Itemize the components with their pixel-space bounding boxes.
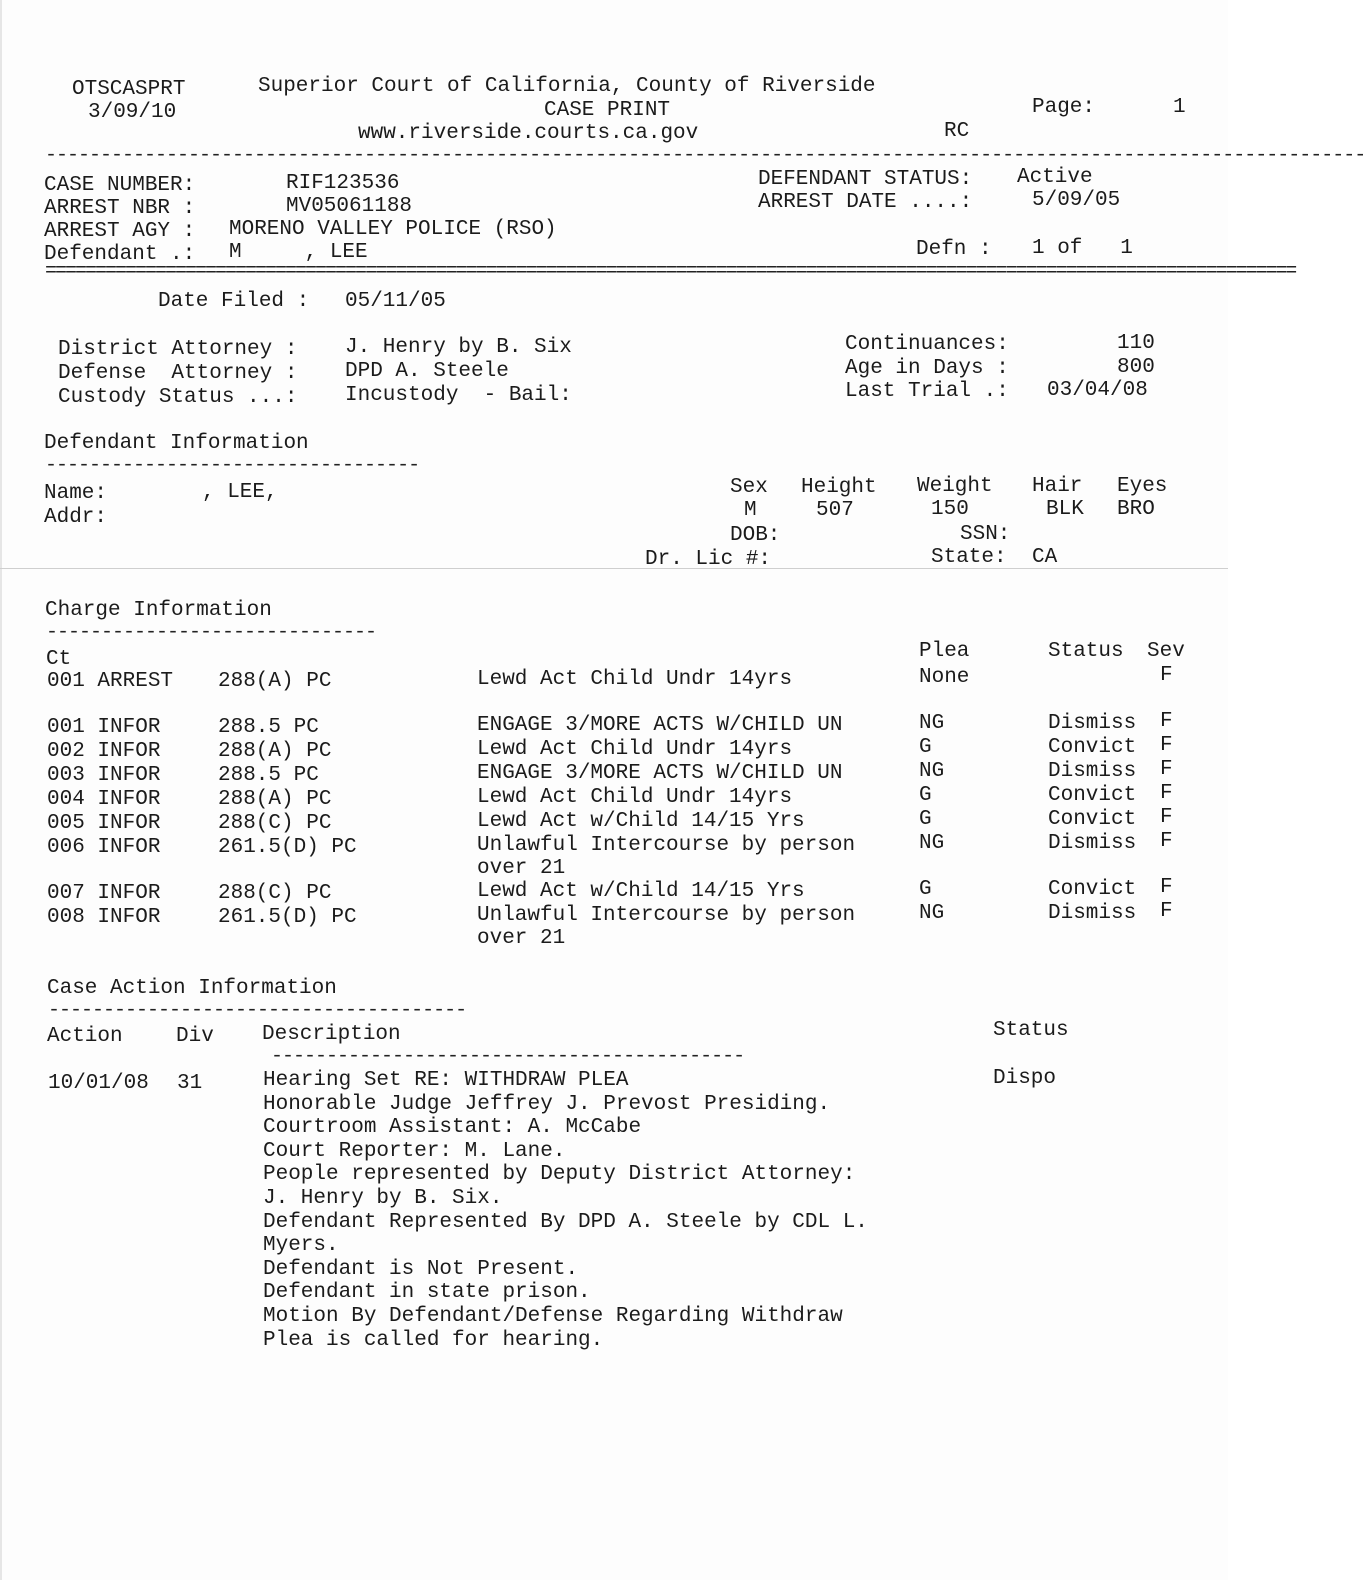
scan-edge [0, 0, 2, 1580]
charge-count: 002 INFOR [47, 740, 161, 763]
age-in-days: 800 [1117, 356, 1155, 379]
case-number: RIF123536 [286, 172, 400, 195]
charge-code: 288(A) PC [218, 740, 332, 763]
charge-status: Dismiss [1048, 832, 1137, 855]
print-date: 3/09/10 [88, 101, 177, 124]
case-number-label: CASE NUMBER: [44, 174, 196, 197]
charge-count: 006 INFOR [47, 836, 161, 859]
hair: BLK [1046, 498, 1084, 521]
district-attorney-label: District Attorney : [58, 338, 298, 361]
height-label: Height [801, 476, 877, 499]
custody-status: Incustody - Bail: [345, 384, 572, 407]
action-description-line: J. Henry by B. Six. [263, 1187, 503, 1210]
hair-label: Hair [1032, 475, 1083, 498]
arrest-date: 5/09/05 [1032, 189, 1121, 212]
continuances-label: Continuances: [845, 333, 1009, 356]
charge-description: ENGAGE 3/MORE ACTS W/CHILD UN [477, 762, 843, 785]
action-description-line: Hearing Set RE: WITHDRAW PLEA [263, 1069, 629, 1092]
charge-code: 261.5(D) PC [218, 906, 357, 929]
defn-label: Defn : [916, 238, 992, 261]
action-description-line: Court Reporter: M. Lane. [263, 1139, 566, 1163]
office-code: RC [944, 120, 970, 143]
charge-plea: G [919, 784, 932, 807]
charge-severity: F [1160, 734, 1173, 757]
drivers-license-label: Dr. Lic #: [645, 548, 772, 571]
defendant-status-label: DEFENDANT STATUS: [758, 168, 973, 191]
col-action-status: Status [993, 1019, 1069, 1042]
col-status: Status [1048, 640, 1124, 663]
charge-plea: NG [919, 902, 945, 925]
ssn-label: SSN: [960, 523, 1011, 546]
charge-info-title: Charge Information [45, 599, 272, 622]
defense-attorney: DPD A. Steele [345, 360, 509, 383]
state: CA [1032, 546, 1058, 569]
charge-plea: NG [919, 832, 945, 855]
age-in-days-label: Age in Days : [845, 357, 1009, 380]
action-description-line: Defendant is Not Present. [263, 1257, 579, 1281]
charge-count: 003 INFOR [47, 764, 161, 787]
col-ct: Ct [46, 648, 72, 671]
charge-plea: G [919, 736, 932, 759]
charge-code: 288.5 PC [218, 716, 319, 739]
charge-plea: None [919, 666, 970, 689]
charge-status: Convict [1048, 878, 1137, 901]
sex-label: Sex [730, 476, 768, 499]
description-underline: ------------------------------------------- [271, 1045, 745, 1068]
charge-description: Lewd Act Child Undr 14yrs [477, 738, 793, 761]
action-date: 10/01/08 [48, 1072, 149, 1095]
charge-severity: F [1160, 830, 1173, 853]
charge-severity: F [1160, 782, 1173, 805]
col-description: Description [262, 1023, 401, 1046]
charge-severity: F [1160, 758, 1173, 781]
defendant-full-name: , LEE, [202, 481, 278, 504]
arrest-nbr: MV05061188 [286, 195, 413, 218]
charge-code: 288(C) PC [218, 812, 332, 835]
date-filed-label: Date Filed : [158, 290, 310, 313]
defense-attorney-label: Defense Attorney : [58, 362, 298, 385]
action-description-line: Defendant in state prison. [263, 1281, 591, 1305]
charge-description: ENGAGE 3/MORE ACTS W/CHILD UN [477, 714, 843, 737]
addr-label: Addr: [44, 506, 108, 529]
court-name: Superior Court of California, County of Riverside [258, 75, 876, 98]
charge-description: Lewd Act w/Child 14/15 Yrs [477, 880, 805, 903]
defendant-name: M , LEE [229, 241, 368, 264]
page-label: Page: [1032, 96, 1096, 119]
action-description-line: Defendant Represented By DPD A. Steele by CDL L. [263, 1210, 868, 1234]
charge-status: Convict [1048, 808, 1137, 831]
name-label: Name: [44, 482, 108, 505]
charge-description: Lewd Act w/Child 14/15 Yrs [477, 810, 805, 833]
charge-severity: F [1160, 900, 1173, 923]
eyes: BRO [1117, 498, 1155, 521]
charge-description-cont: over 21 [477, 857, 566, 880]
action-description-line: Myers. [263, 1234, 339, 1258]
col-sev: Sev [1147, 640, 1185, 663]
state-label: State: [931, 546, 1007, 569]
case-action-underline: -------------------------------------- [48, 999, 467, 1022]
charge-plea: NG [919, 760, 945, 783]
charge-count: 001 ARREST [47, 670, 174, 693]
charge-code: 288(A) PC [218, 788, 332, 811]
date-filed: 05/11/05 [345, 290, 446, 313]
action-description-line: Plea is called for hearing. [263, 1328, 604, 1352]
height: 507 [816, 499, 854, 522]
defendant-status: Active [1017, 166, 1093, 189]
col-plea: Plea [919, 640, 970, 663]
charge-severity: F [1160, 806, 1173, 829]
arrest-nbr-label: ARREST NBR : [44, 197, 196, 220]
action-description-line: Honorable Judge Jeffrey J. Prevost Presiding. [263, 1092, 831, 1116]
district-attorney: J. Henry by B. Six [345, 336, 572, 359]
charge-info-underline: ------------------------------ [46, 621, 377, 644]
charge-description-cont: over 21 [477, 927, 566, 950]
defendant-info-title: Defendant Information [44, 432, 309, 455]
charge-count: 004 INFOR [47, 788, 161, 811]
action-description-line: People represented by Deputy District Attorney: [263, 1163, 856, 1187]
sex: M [744, 499, 757, 522]
charge-count: 007 INFOR [47, 882, 161, 905]
continuances: 110 [1117, 332, 1155, 355]
last-trial: 03/04/08 [1047, 379, 1148, 402]
charge-description: Lewd Act Child Undr 14yrs [477, 786, 793, 809]
col-div: Div [176, 1025, 214, 1048]
charge-code: 261.5(D) PC [218, 836, 357, 859]
dob-label: DOB: [730, 524, 781, 547]
charge-count: 005 INFOR [47, 812, 161, 835]
charge-code: 288(A) PC [218, 670, 332, 693]
charge-count: 001 INFOR [47, 716, 161, 739]
charge-plea: NG [919, 712, 945, 735]
charge-description: Unlawful Intercourse by person [477, 834, 856, 857]
action-description-line: Motion By Defendant/Defense Regarding Withdraw [263, 1305, 843, 1328]
charge-plea: G [919, 878, 932, 901]
page-number: 1 [1173, 96, 1186, 119]
charge-severity: F [1160, 664, 1173, 687]
col-action: Action [47, 1025, 123, 1048]
charge-status: Convict [1048, 784, 1137, 807]
arrest-agy-label: ARREST AGY : [44, 220, 196, 243]
arrest-agency: MORENO VALLEY POLICE (RSO) [229, 218, 557, 241]
defn-count: 1 of 1 [1032, 237, 1133, 260]
header-divider: ------------------------------------------------------------------------------------------------------------------------ [45, 144, 1365, 167]
case-divider: ============================================================================================================================= [45, 260, 1296, 283]
case-action-title: Case Action Information [47, 977, 337, 1000]
court-website: www.riverside.courts.ca.gov [358, 122, 699, 145]
defendant-label: Defendant .: [44, 243, 196, 266]
weight-label: Weight [917, 475, 993, 498]
action-div: 31 [177, 1072, 203, 1095]
charge-plea: G [919, 808, 932, 831]
charge-code: 288(C) PC [218, 882, 332, 905]
charge-description: Unlawful Intercourse by person [477, 904, 856, 927]
custody-status-label: Custody Status ...: [58, 386, 298, 409]
charge-status: Dismiss [1048, 712, 1137, 735]
charge-status: Convict [1048, 736, 1137, 759]
arrest-date-label: ARREST DATE ....: [758, 191, 973, 214]
charge-status: Dismiss [1048, 902, 1137, 925]
charge-status: Dismiss [1048, 760, 1137, 783]
charge-count: 008 INFOR [47, 906, 161, 929]
eyes-label: Eyes [1117, 475, 1168, 498]
report-id: OTSCASPRT [72, 78, 186, 101]
defendant-info-underline: ---------------------------------- [45, 454, 420, 477]
charge-severity: F [1160, 710, 1173, 733]
charge-description: Lewd Act Child Undr 14yrs [477, 668, 793, 691]
charge-severity: F [1160, 876, 1173, 899]
weight: 150 [931, 498, 969, 521]
last-trial-label: Last Trial .: [845, 380, 1009, 403]
doc-title: CASE PRINT [544, 99, 671, 122]
action-description-line: Courtroom Assistant: A. McCabe [263, 1116, 642, 1140]
charge-code: 288.5 PC [218, 764, 319, 787]
action-status: Dispo [993, 1067, 1057, 1090]
